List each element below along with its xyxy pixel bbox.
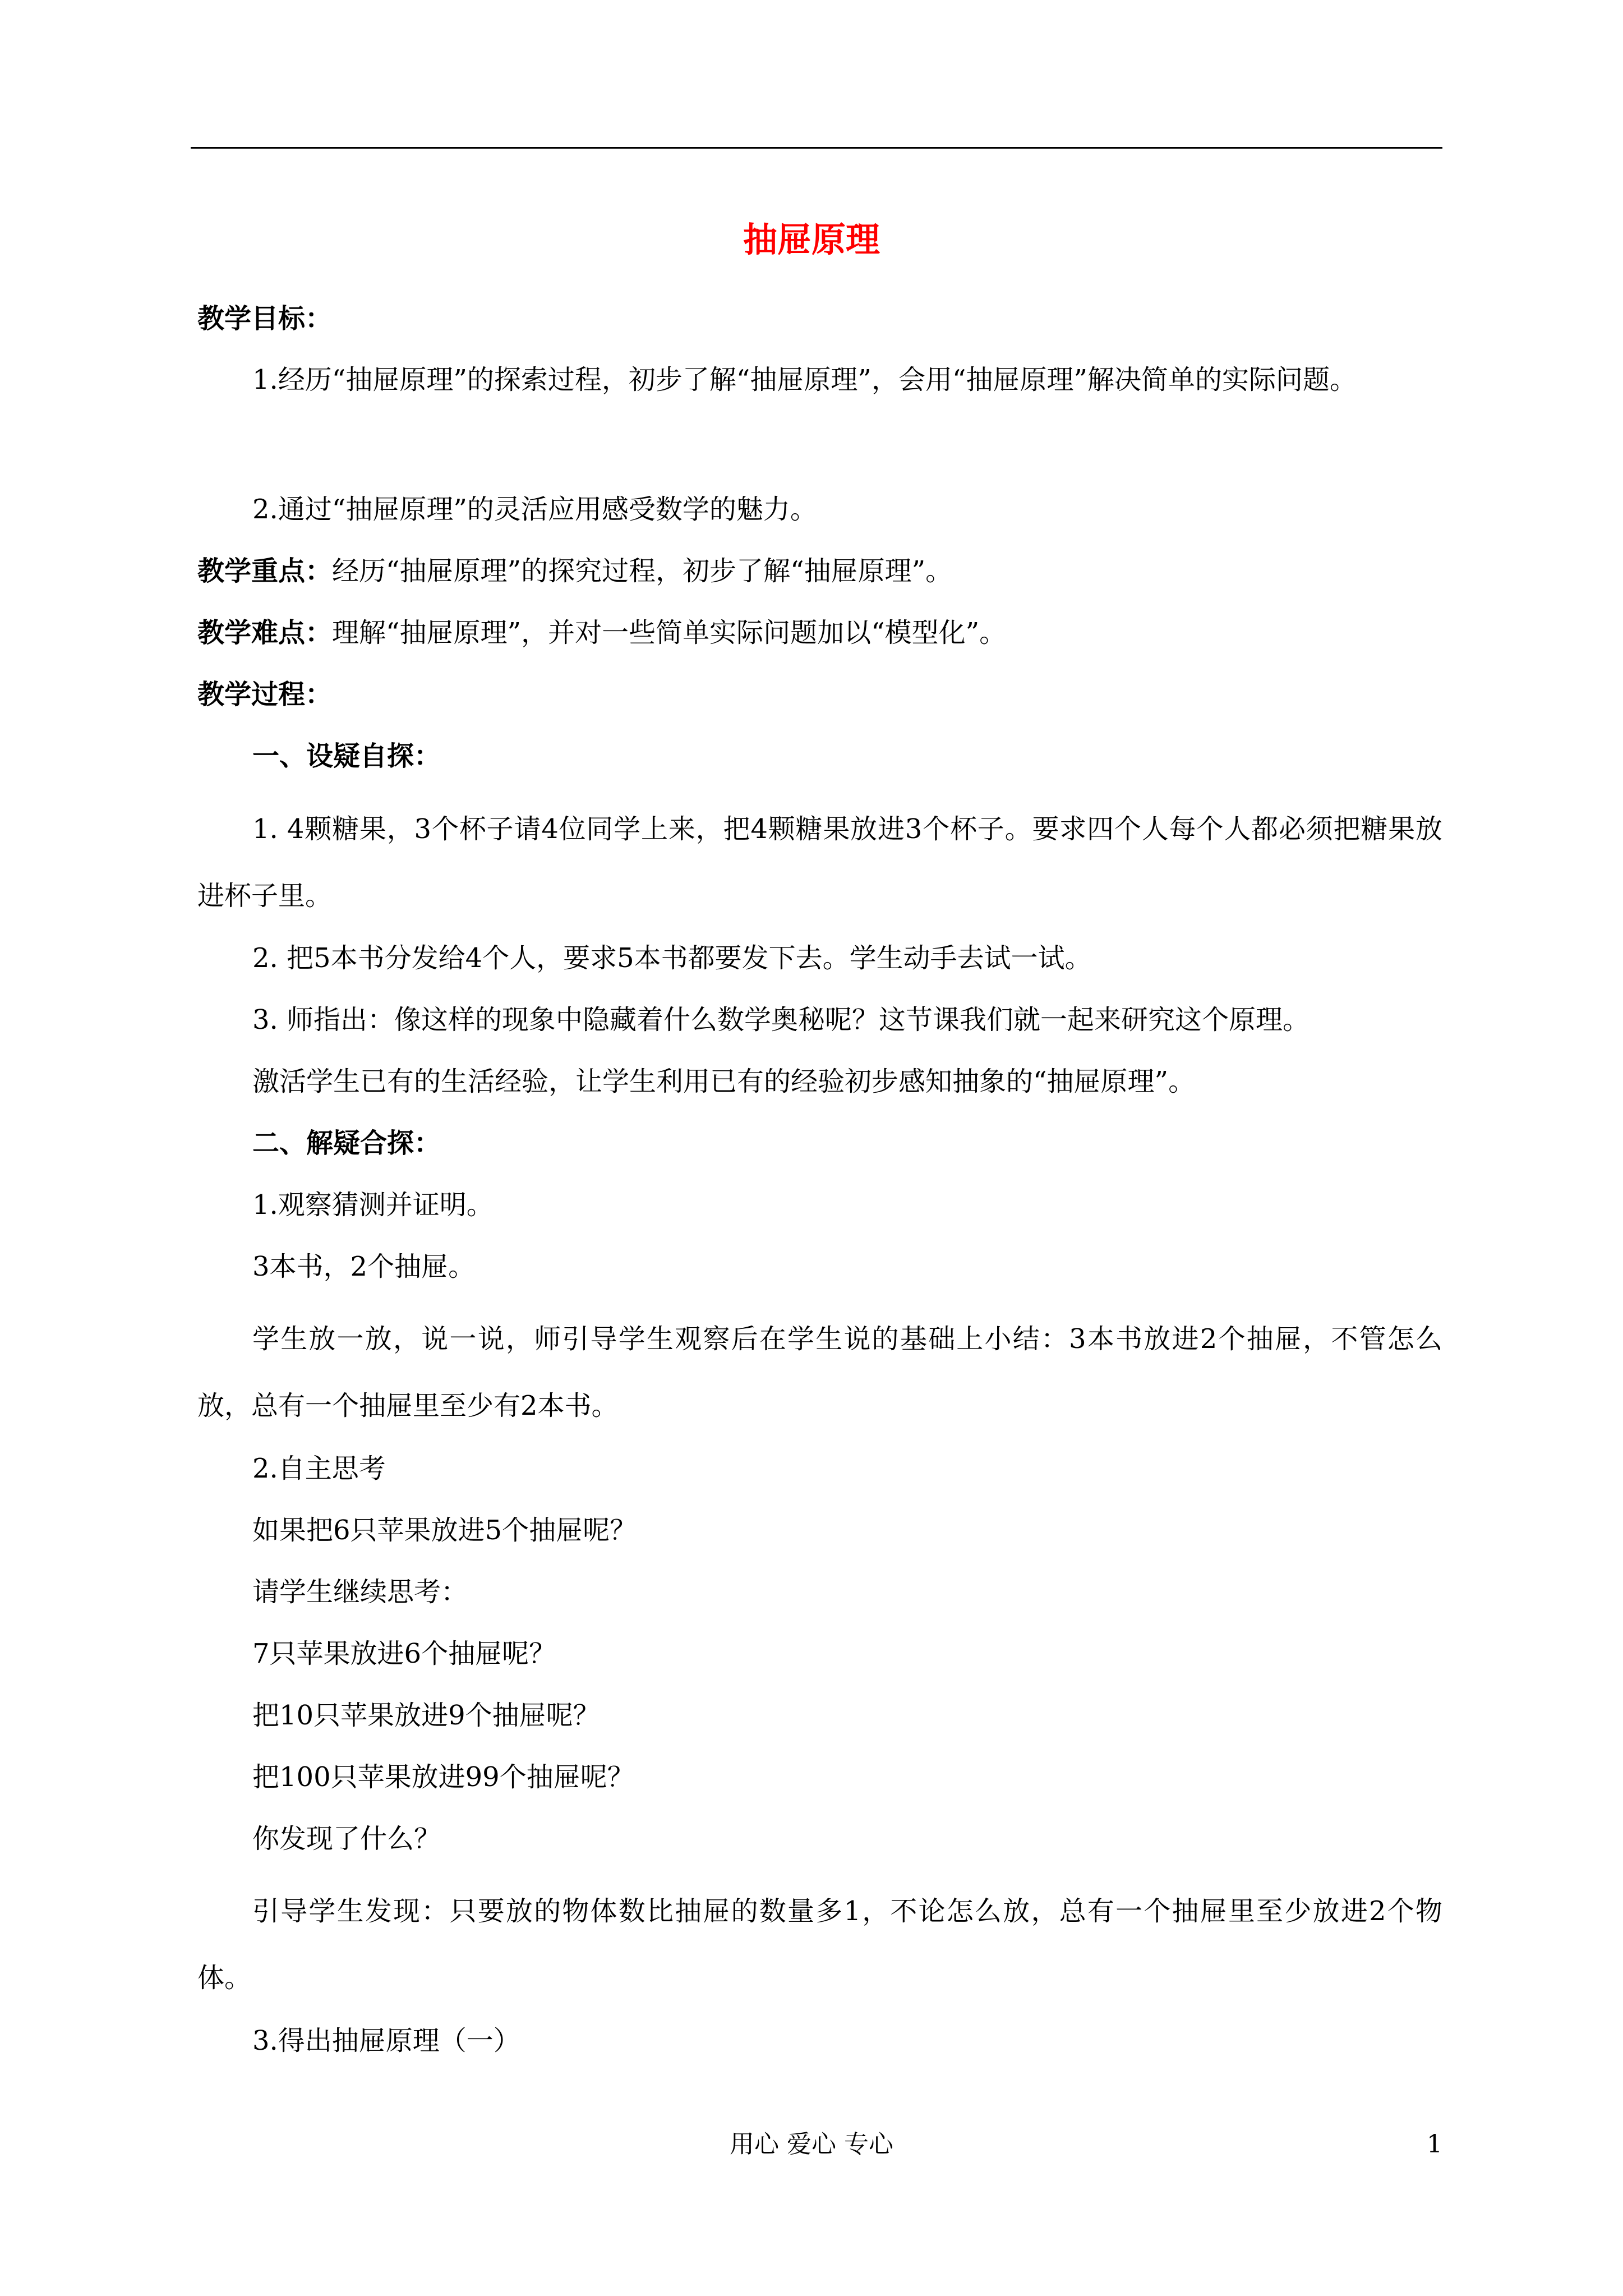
think-prompt: 请学生继续思考： <box>252 1576 468 1608</box>
document-title: 抽屉原理 <box>743 220 880 260</box>
section2-item-3: 3.得出抽屉原理（一） <box>252 2025 520 2056</box>
process-heading: 教学过程： <box>197 679 333 710</box>
key-point-label: 教学重点： <box>197 555 333 587</box>
footer-motto: 用心 爱心 专心 <box>730 2130 893 2159</box>
question-1: 如果把6只苹果放进5个抽屉呢？ <box>252 1515 637 1546</box>
section2-item-1: 1.观察猜测并证明。 <box>252 1189 494 1221</box>
section2-summary: 学生放一放，说一说，师引导学生观察后在学生说的基础上小结：3本书放进2个抽屉，不管怎么放，总有一个抽屉里至少有2本书。 <box>197 1323 1442 1421</box>
discovery-paragraph: 引导学生发现：只要放的物体数比抽屉的数量多1，不论怎么放，总有一个抽屉里至少放进2个物体。 <box>197 1895 1442 1994</box>
key-point-text: 经历“抽屉原理”的探究过程，初步了解“抽屉原理”。 <box>332 555 953 587</box>
page-number: 1 <box>1427 2130 1442 2159</box>
section1-item-2: 2. 把5本书分发给4个人，要求5本书都要发下去。学生动手去试一试。 <box>252 942 1092 974</box>
section1-item-1: 1. 4颗糖果，3个杯子请4位同学上来，把4颗糖果放进3个杯子。要求四个人每个人都必须把糖果放进杯子里。 <box>197 813 1442 912</box>
difficulty-label: 教学难点： <box>197 617 333 648</box>
section2-item-2: 2.自主思考 <box>252 1453 386 1484</box>
objectives-heading: 教学目标： <box>197 303 333 334</box>
section1-heading: 一、设疑自探： <box>252 740 441 772</box>
difficulty-text: 理解“抽屉原理”，并对一些简单实际问题加以“模型化”。 <box>332 617 1007 648</box>
header-rule <box>191 147 1442 149</box>
question-2: 7只苹果放进6个抽屉呢？ <box>252 1638 556 1669</box>
key-point <box>197 549 1442 593</box>
section2-books-line: 3本书，2个抽屉。 <box>252 1251 476 1282</box>
objective-item-2: 2.通过“抽屉原理”的灵活应用感受数学的魅力。 <box>252 494 817 525</box>
difficulty <box>197 610 1442 655</box>
section2-heading: 二、解疑合探： <box>252 1128 441 1159</box>
objective-item-1: 1.经历“抽屉原理”的探索过程，初步了解“抽屉原理”，会用“抽屉原理”解决简单的实际问题。 <box>252 364 1357 395</box>
question-4: 把100只苹果放进99个抽屉呢？ <box>252 1761 634 1793</box>
question-5: 你发现了什么？ <box>252 1823 441 1855</box>
question-3: 把10只苹果放进9个抽屉呢？ <box>252 1700 600 1731</box>
section1-item-3: 3. 师指出：像这样的现象中隐藏着什么数学奥秘呢？这节课我们就一起来研究这个原理。 <box>252 1004 1310 1036</box>
section1-note: 激活学生已有的生活经验，让学生利用已有的经验初步感知抽象的“抽屉原理”。 <box>252 1066 1196 1097</box>
